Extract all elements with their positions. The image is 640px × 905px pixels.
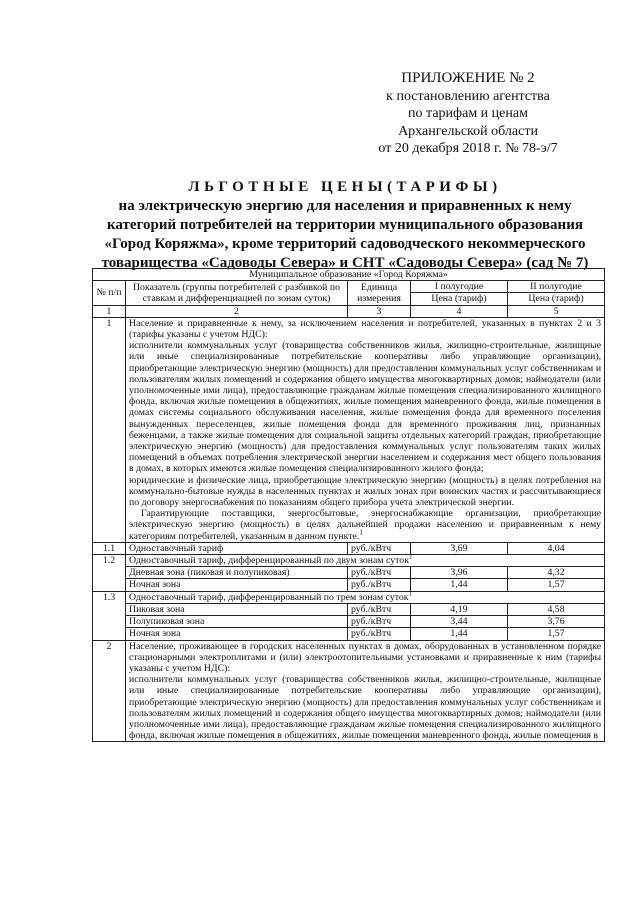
table-row	[93, 542, 605, 554]
row-1-para-4-text: Гарантирующие поставщики, энергосбытовые, энергоснабжающие организации, приобретающие электрическую энергию (мощность) в целях дальнейшей продажи населению и приравненным к нему категориям потребителей, указанным в данном пункте.	[129, 508, 602, 542]
header-unit: Единица измерения	[348, 281, 411, 305]
appendix-line-5: от 20 декабря 2018 г. № 78-э/7	[378, 141, 558, 156]
row-1-1-h1: 3,69	[411, 542, 508, 554]
row-1-2-num: 1.2	[93, 555, 126, 592]
table-row	[93, 567, 605, 579]
appendix-line-2: к постановлению агентства	[386, 88, 550, 104]
row-1-1-h2: 4,04	[508, 542, 605, 554]
row-1-2-label	[126, 552, 605, 567]
row-1-3-peak-h1: 4,19	[411, 603, 508, 615]
appendix-line-3: по тарифам и ценам	[408, 106, 528, 121]
row-2-description	[126, 640, 605, 742]
row-1-2-label-text: Одноставочный тариф, дифференцированный по двум зонам суток	[129, 555, 409, 567]
row-1-3-semi-label: Полупиковая зона	[126, 616, 348, 628]
row-1-2-night-label: Ночная зона	[126, 579, 348, 591]
row-1-3-night-h2: 1,57	[508, 628, 605, 640]
header-num: № п/п	[93, 281, 126, 305]
row-1-3-label	[126, 591, 605, 603]
table-row	[93, 591, 605, 603]
header-indicator: Показатель (группы потребителей с разбивкой по ставкам и дифференциацией по зонам суток)	[126, 281, 348, 305]
appendix-header	[358, 70, 578, 158]
row-1-2-night-h1: 1,44	[411, 579, 508, 591]
tariff-table	[92, 268, 605, 742]
title-main: ЛЬГОТНЫЕ ЦЕНЫ(ТАРИФЫ)	[188, 179, 502, 195]
table-row	[93, 603, 605, 615]
header-half-2: II полугодие	[508, 281, 605, 293]
table-row	[93, 640, 605, 742]
footnote-mark: 1	[408, 589, 413, 598]
row-1-2-day-unit: руб./кВтч	[348, 567, 411, 579]
row-1-1-num: 1.1	[93, 542, 126, 554]
table-row	[93, 579, 605, 591]
row-2-num: 2	[93, 640, 126, 742]
col-number-4: 4	[411, 305, 508, 317]
title-line-3: категорий потребителей на территории муниципального образования	[107, 217, 583, 233]
row-1-3-num: 1.3	[93, 591, 126, 640]
table-row	[93, 616, 605, 628]
municipality-header: Муниципальное образование «Город Коряжма»	[93, 269, 605, 281]
row-1-3-semi-unit: руб./кВтч	[348, 616, 411, 628]
appendix-number: ПРИЛОЖЕНИЕ № 2	[401, 70, 535, 86]
document-title	[80, 178, 610, 273]
row-1-3-night-unit: руб./кВтч	[348, 628, 411, 640]
row-1-para-1: Население и приравненные к нему, за исключением населения и потребителей, указанных в пунктах 2 и 3 (тарифы указаны с учетом НДС):	[129, 317, 602, 341]
row-1-1-unit: руб./кВтч	[348, 542, 411, 554]
row-1-3-peak-h2: 4,58	[508, 603, 605, 615]
row-1-para-4	[129, 508, 601, 542]
header-half-1: I полугодие	[411, 281, 508, 293]
row-2-para-2: исполнители коммунальных услуг (товарищества собственников жилья, жилищно-строительные, жилищные или иные специализированные потребительские кооперативы либо управляющие организации), приобретающие электрическую энергию (мощность) для предоставления коммунальных услуг собственникам и пользователям жилых помещений и содержания общего имущества многоквартирных домов; наймодатели (или уполномоченные ими лица), предоставляющие гражданам жилые помещения специализированного жилищного фонда, включая жилые помещения в общежитиях, жилые помещения маневренного фонда, жилые помещения в	[129, 674, 602, 742]
title-line-5: товарищества «Садоводы Севера» и СНТ «Садоводы Севера» (сад № 7)	[101, 255, 589, 271]
col-number-3: 3	[348, 305, 411, 317]
footnote-mark: 1	[359, 528, 363, 537]
row-1-3-night-h1: 1,44	[411, 628, 508, 640]
header-price-1: Цена (тариф)	[411, 293, 508, 305]
table-row	[93, 555, 605, 567]
row-1-2-day-label: Дневная зона (пиковая и полупиковая)	[126, 567, 348, 579]
row-1-para-2: исполнители коммунальных услуг (товарищества собственников жилья, жилищно-строительные, жилищные или иные специализированные потребительские кооперативы либо управляющие организации), приобретающие электрическую энергию (мощность) для предоставления коммунальных услуг собственникам и пользователям жилых помещений и содержания общего имущества многоквартирных домов; наймодатели (или уполномоченные ими лица), предоставляющие гражданам жилые помещения специализированного жилищного фонда, включая жилые помещения в общежитиях, жилые помещения маневренного фонда, жилые помещения в домах системы социального обслуживания населения, жилые помещения фонда для временного поселения вынужденных переселенцев, жилые помещения фонда для временного проживания лиц, признанных беженцами, а также жилые помещения для социальной защиты отдельных категорий граждан, приобретающие электрическую энергию (мощность) для предоставления коммунальных услуг пользователям таких жилых помещений в объемах потребления электрической энергии населением и содержания мест общего пользования в домах, в которых имеются жилые помещения специализированного жилого фонда;	[129, 340, 602, 475]
row-1-3-night-label: Ночная зона	[126, 628, 348, 640]
row-1-1-label: Одноставочный тариф	[126, 542, 348, 554]
row-1-para-3: юридические и физические лица, приобретающие электрическую энергию (мощность) в целях потребления на коммунально-бытовые нужды в населенных пунктах и жилых зонах при воинских частях и рассчитывающиеся по договору энергоснабжения по показаниям общего прибора учета электрической энергии.	[129, 474, 602, 509]
row-1-2-night-h2: 1,57	[508, 579, 605, 591]
row-1-description	[126, 317, 605, 542]
col-number-1: 1	[93, 305, 126, 317]
title-line-2: на электрическую энергию для населения и приравненных к нему	[118, 198, 572, 214]
header-price-2: Цена (тариф)	[508, 293, 605, 305]
row-1-2-day-h1: 3,96	[411, 567, 508, 579]
row-1-3-peak-unit: руб./кВтч	[348, 603, 411, 615]
row-1-num: 1	[93, 317, 126, 542]
row-1-3-semi-h2: 3,76	[508, 616, 605, 628]
col-number-2: 2	[126, 305, 348, 317]
row-1-2-day-h2: 4,32	[508, 567, 605, 579]
row-1-3-semi-h1: 3,44	[411, 616, 508, 628]
row-1-3-peak-label: Пиковая зона	[126, 603, 348, 615]
table-row	[93, 628, 605, 640]
col-number-5: 5	[508, 305, 605, 317]
appendix-line-4: Архангельской области	[398, 123, 538, 139]
table-row	[93, 317, 605, 542]
row-1-3-label-text: Одноставочный тариф, дифференцированный по трем зонам суток	[129, 591, 409, 603]
row-2-para-1: Население, проживающее в городских населенных пунктах в домах, оборудованных в установленном порядке стационарными электроплитами и (или) электроотопительными установками и приравненные к ним (тарифы указаны с учетом НДС):	[129, 640, 602, 674]
footnote-mark: 1	[408, 552, 413, 561]
row-1-2-night-unit: руб./кВтч	[348, 579, 411, 591]
title-line-4: «Город Коряжма», кроме территорий садоводческого некоммерческого	[104, 236, 586, 252]
